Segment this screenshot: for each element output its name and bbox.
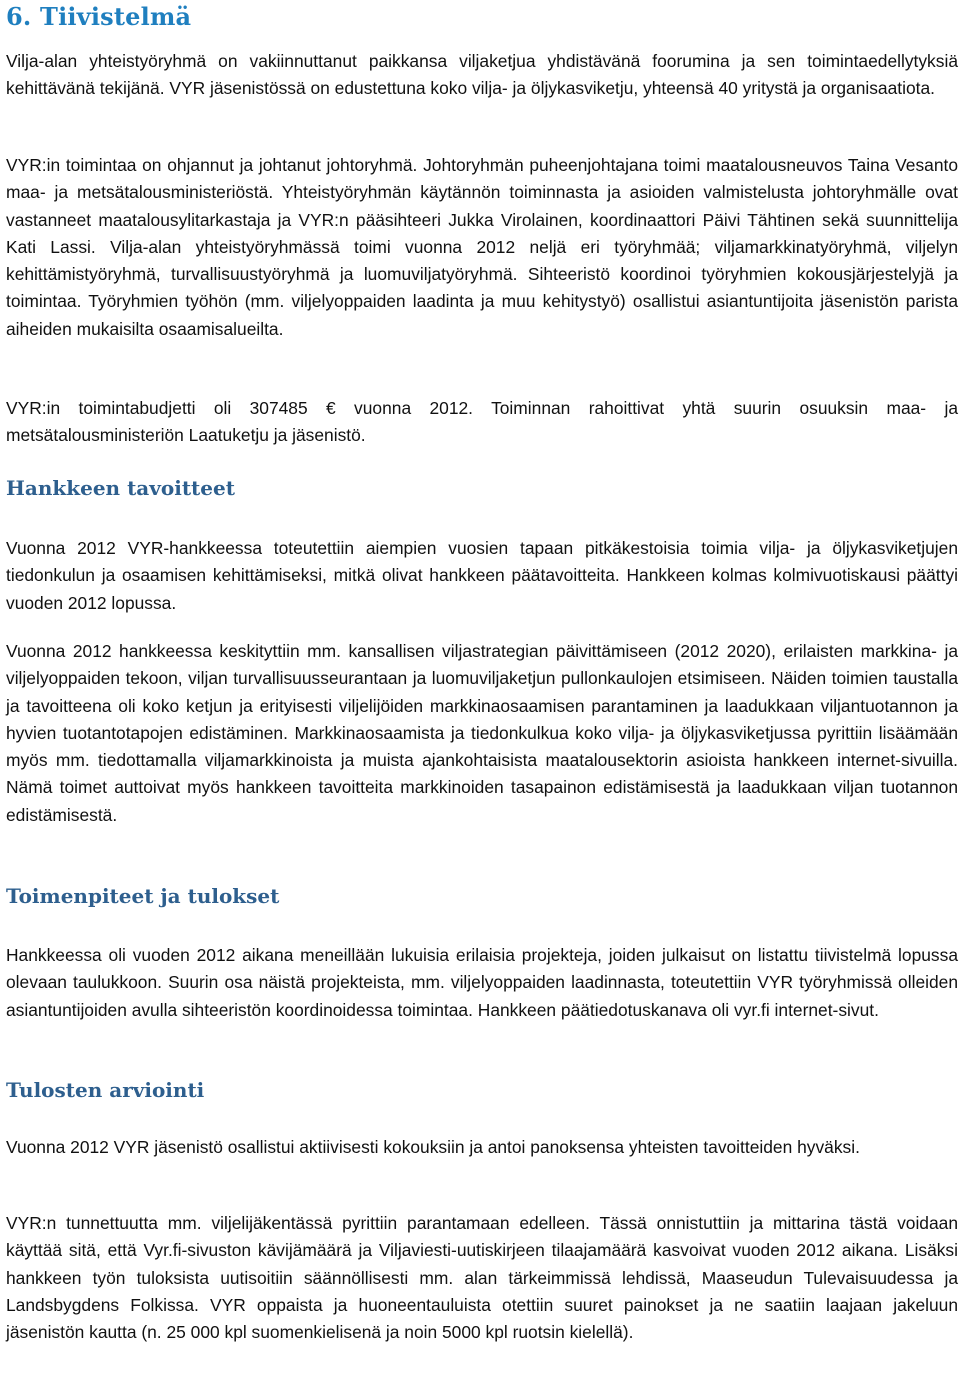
page-title: 6. Tiivistelmä — [6, 2, 192, 31]
section-heading-actions: Toimenpiteet ja tulokset — [6, 884, 280, 908]
evaluation-paragraph-1: Vuonna 2012 VYR jäsenistö osallistui aktiivisesti kokouksiin ja antoi panoksensa yhteisten tavoitteiden hyväksi. — [6, 1137, 860, 1157]
evaluation-paragraph-2: VYR:n tunnettuutta mm. viljelijäkentässä pyrittiin parantamaan edelleen. Tässä onnistuttiin ja mittarina tästä voidaan käyttää sitä, että Vyr.fi-sivuston kävijämäärä ja Viljaviesti-uutiskirjeen tilaajamäärä kasvoivat vuoden 2012 aikana. Lisäksi hankkeen työn tuloksista uutisoitiin säännöllisesti mm. alan tärkeimmissä lehdissä, Maaseudun Tulevaisuudessa ja Landsbygdens Folkissa. VYR oppaista ja huoneentauluista otettiin suuret painokset ja ne saatiin laajaan jakeluun jäsenistön kautta (n. 25 000 kpl suomenkielisenä ja noin 5000 kpl ruotsin kielellä). — [6, 1213, 958, 1343]
intro-paragraph-3: VYR:in toimintabudjetti oli 307485 € vuonna 2012. Toiminnan rahoittivat yhtä suurin osuuksin maa- ja metsätalousministeriön Laatuketju ja jäsenistö. — [6, 398, 958, 446]
actions-paragraph-1: Hankkeessa oli vuoden 2012 aikana meneillään lukuisia erilaisia projekteja, joiden julkaisut on listattu tiivistelmä lopussa olevaan taulukkoon. Suurin osa näistä projekteista, mm. viljelyoppaiden laadinnasta, toteutettiin VYR työryhmissä olleiden asiantuntijoiden avulla sihteeristön koordinoidessa toimintaa. Hankkeen päätiedotuskanava oli vyr.fi internet-sivut. — [6, 945, 958, 1020]
section-heading-goals: Hankkeen tavoitteet — [6, 476, 235, 500]
section-heading-evaluation: Tulosten arviointi — [6, 1078, 205, 1102]
goals-paragraph-2: Vuonna 2012 hankkeessa keskityttiin mm. kansallisen viljastrategian päivittämiseen (2012 2020), erilaisten markkina- ja viljelyoppaiden tekoon, viljan turvallisuusseurantaan ja luomuviljaketjun pullonkaulojen etsimiseen. Näiden toimien taustalla ja tavoitteena oli koko ketjun ja erityisesti viljelijöiden markkinaosaamisen parantaminen ja laadukkaan viljantuotannon ja hyvien tuotantotapojen edistäminen. Markkinaosaamista ja tiedonkulkua koko vilja- ja öljykasviketjussa pyrittiin lisäämään myös mm. tiedottamalla viljamarkkinoista ja muista ajankohtaisista maatalousektorin asioista hankkeen internet-sivuilla. Nämä toimet auttoivat myös hankkeen tavoitteita markkinoiden tasapainon edistämisestä ja laadukkaan viljan tuotannon edistämisestä. — [6, 641, 958, 825]
intro-paragraph-1: Vilja-alan yhteistyöryhmä on vakiinnuttanut paikkansa viljaketjua yhdistävänä foorumina ja sen toimintaedellytyksiä kehittävänä tekijänä. VYR jäsenistössä on edustettuna koko vilja- ja öljykasviketju, yhteensä 40 yritystä ja organisaatiota. — [6, 51, 958, 99]
goals-paragraph-1: Vuonna 2012 VYR-hankkeessa toteutettiin aiempien vuosien tapaan pitkäkestoisia toimia vilja- ja öljykasviketjujen tiedonkulun ja osaamisen kehittämiseksi, mitkä olivat hankkeen päätavoitteita. Hankkeen kolmas kolmivuotiskausi päättyi vuoden 2012 lopussa. — [6, 538, 958, 613]
intro-paragraph-2: VYR:in toimintaa on ohjannut ja johtanut johtoryhmä. Johtoryhmän puheenjohtajana toimi maatalousneuvos Taina Vesanto maa- ja metsätalousministeriöstä. Yhteistyöryhmän käytännön toiminnasta ja asioiden valmistelusta johtoryhmälle ovat vastanneet maatalousylitarkastaja ja VYR:n pääsihteeri Jukka Virolainen, koordinaattori Päivi Tähtinen sekä suunnittelija Kati Lassi. Vilja-alan yhteistyöryhmässä toimi vuonna 2012 neljä eri työryhmää; viljamarkkinatyöryhmä, viljelyn kehittämistyöryhmä, turvallisuustyöryhmä ja luomuviljatyöryhmä. Sihteeristö koordinoi työryhmien kokousjärjestelyjä ja toimintaa. Työryhmien työhön (mm. viljelyoppaiden laadinta ja muu kehitystyö) osallistui asiantuntijoita jäsenistön parista aiheiden mukaisilta osaamisalueilta. — [6, 155, 958, 339]
